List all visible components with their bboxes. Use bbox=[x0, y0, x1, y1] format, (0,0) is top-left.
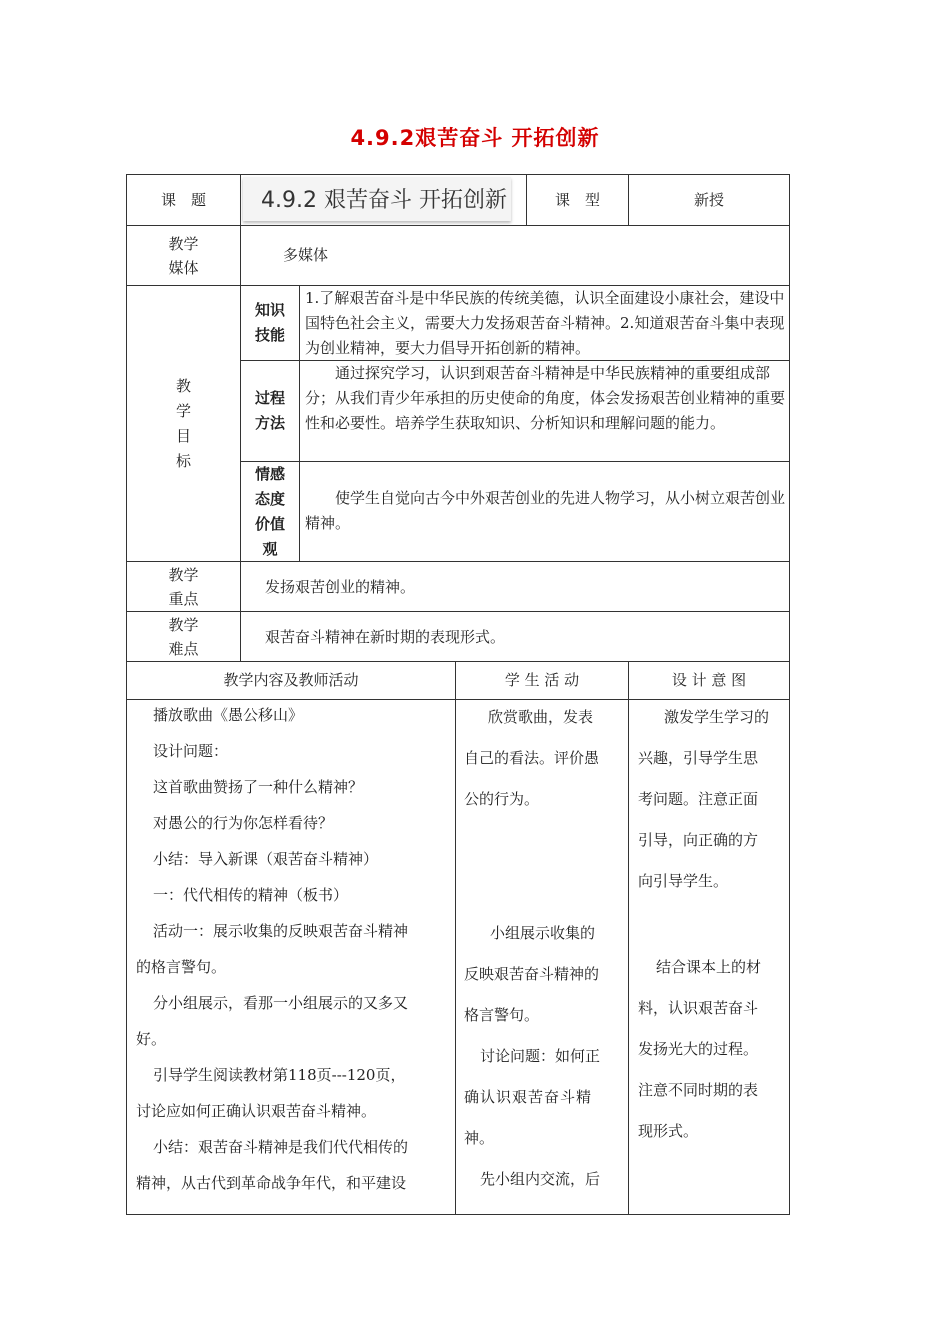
emotion-text: 使学生自觉向古今中外艰苦创业的先进人物学习，从小树立艰苦创业精神。 bbox=[305, 489, 786, 532]
student-line: 格言警句。 bbox=[464, 1006, 540, 1024]
col-line bbox=[455, 661, 456, 1215]
process-label bbox=[241, 361, 299, 461]
goals-label-line: 目 bbox=[175, 426, 191, 445]
student-line: 小组展示收集的 bbox=[490, 924, 596, 942]
student-line: 反映艰苦奋斗精神的 bbox=[464, 965, 600, 983]
design-intent bbox=[638, 697, 786, 1212]
design-line: 兴趣，引导学生思 bbox=[638, 749, 759, 767]
difficulty-label bbox=[127, 612, 240, 661]
process-text: 通过探究学习，认识到艰苦奋斗精神是中华民族精神的重要组成部分；从我们青少年承担的历史使命的角度，体会发扬艰苦创业精神的重要性和必要性。培养学生获取知识、分析知识和理解问题的能力。 bbox=[305, 364, 786, 432]
design-line: 考问题。注意正面 bbox=[638, 790, 759, 808]
goals-label-line: 标 bbox=[175, 451, 191, 470]
type-label: 课 型 bbox=[554, 190, 600, 209]
process-label-line: 过程 bbox=[254, 389, 285, 407]
col-line bbox=[628, 661, 629, 1215]
design-line: 结合课本上的材 bbox=[656, 958, 762, 976]
emotion-label bbox=[241, 462, 299, 561]
teacher-line: 小结：艰苦奋斗精神是我们代代相传的 bbox=[153, 1138, 409, 1156]
course-label: 课 题 bbox=[160, 190, 206, 209]
course-title-banner bbox=[243, 177, 511, 221]
design-line: 发扬光大的过程。 bbox=[638, 1040, 759, 1058]
knowledge-label bbox=[241, 286, 299, 360]
student-line: 自己的看法。评价愚 bbox=[464, 749, 600, 767]
student-line: 讨论问题：如何正 bbox=[480, 1047, 601, 1065]
emotion-label-line: 价值 bbox=[254, 514, 285, 533]
media-label bbox=[127, 226, 240, 285]
teacher-line: 活动一：展示收集的反映艰苦奋斗精神 bbox=[153, 922, 409, 940]
design-line: 向引导学生。 bbox=[638, 872, 729, 890]
design-line: 料，认识艰苦奋斗 bbox=[638, 999, 759, 1017]
design-line: 引导，向正确的方 bbox=[638, 831, 759, 849]
goals-label-line: 教 bbox=[175, 376, 191, 395]
teacher-line: 引导学生阅读教材第118页---120页， bbox=[153, 1066, 406, 1084]
teacher-line: 设计问题： bbox=[153, 742, 229, 760]
teacher-line: 一：代代相传的精神（板书） bbox=[153, 886, 349, 904]
media-label-line: 媒体 bbox=[168, 258, 199, 277]
teacher-line: 精神，从古代到革命战争年代，和平建设 bbox=[136, 1174, 407, 1192]
student-line: 公的行为。 bbox=[464, 790, 540, 808]
media-value: 多媒体 bbox=[283, 246, 329, 264]
difficulty-value: 艰苦奋斗精神在新时期的表现形式。 bbox=[265, 628, 506, 646]
keypoint-label bbox=[127, 562, 240, 611]
teacher-line: 播放歌曲《愚公移山》 bbox=[153, 706, 304, 724]
table-border-right bbox=[789, 174, 790, 1215]
goals-label-line: 学 bbox=[175, 401, 191, 420]
knowledge-text: 1.了解艰苦奋斗是中华民族的传统美德，认识全面建设小康社会，建设中国特色社会主义，需要大力发扬艰苦奋斗精神。2.知道艰苦奋斗集中表现为创业精神，要大力倡导开拓创新的精神。 bbox=[305, 289, 785, 357]
process-label-line: 方法 bbox=[254, 414, 285, 432]
keypoint-value: 发扬艰苦创业的精神。 bbox=[265, 578, 416, 596]
design-line: 现形式。 bbox=[638, 1122, 699, 1140]
knowledge-label-line: 知识 bbox=[254, 301, 285, 319]
teacher-line: 的格言警句。 bbox=[136, 958, 227, 976]
knowledge-label-line: 技能 bbox=[254, 326, 285, 344]
student-column-header: 学 生 活 动 bbox=[504, 671, 580, 689]
student-line: 神。 bbox=[464, 1129, 495, 1147]
keypoint-label-line: 重点 bbox=[168, 589, 199, 608]
course-title-value: 4.9.2 艰苦奋斗 开拓创新 bbox=[261, 188, 507, 213]
goals-label bbox=[127, 286, 240, 561]
teacher-column-header: 教学内容及教师活动 bbox=[223, 671, 359, 689]
table-border-bottom bbox=[126, 1214, 790, 1215]
emotion-label-line: 情感 bbox=[254, 464, 285, 483]
document-title: 4.9.2艰苦奋斗 开拓创新 bbox=[350, 126, 600, 150]
student-line: 先小组内交流，后 bbox=[480, 1170, 601, 1188]
student-line: 确认识艰苦奋斗精 bbox=[464, 1088, 593, 1106]
teacher-line: 这首歌曲赞扬了一种什么精神？ bbox=[153, 778, 364, 796]
student-line: 欣赏歌曲，发表 bbox=[488, 708, 594, 726]
design-line: 注意不同时期的表 bbox=[638, 1081, 759, 1099]
design-column-header: 设 计 意 图 bbox=[671, 671, 747, 689]
emotion-label-line: 态度 bbox=[254, 489, 285, 508]
media-label-line: 教学 bbox=[168, 234, 199, 253]
difficulty-label-line: 教学 bbox=[168, 615, 199, 634]
teacher-line: 对愚公的行为你怎样看待？ bbox=[153, 814, 334, 832]
teacher-line: 分小组展示，看那一小组展示的又多又 bbox=[153, 994, 409, 1012]
student-activities bbox=[464, 697, 624, 1212]
design-line: 激发学生学习的 bbox=[664, 708, 770, 726]
row-line bbox=[240, 461, 790, 462]
difficulty-label-line: 难点 bbox=[168, 639, 199, 658]
emotion-label-line: 观 bbox=[262, 539, 278, 558]
teacher-line: 讨论应如何正确认识艰苦奋斗精神。 bbox=[136, 1102, 377, 1120]
teacher-activities bbox=[136, 697, 452, 1212]
teacher-line: 小结：导入新课（艰苦奋斗精神） bbox=[153, 850, 379, 868]
type-value: 新授 bbox=[693, 190, 724, 209]
teacher-line: 好。 bbox=[136, 1030, 167, 1048]
col-line bbox=[299, 285, 300, 561]
keypoint-label-line: 教学 bbox=[168, 565, 199, 584]
